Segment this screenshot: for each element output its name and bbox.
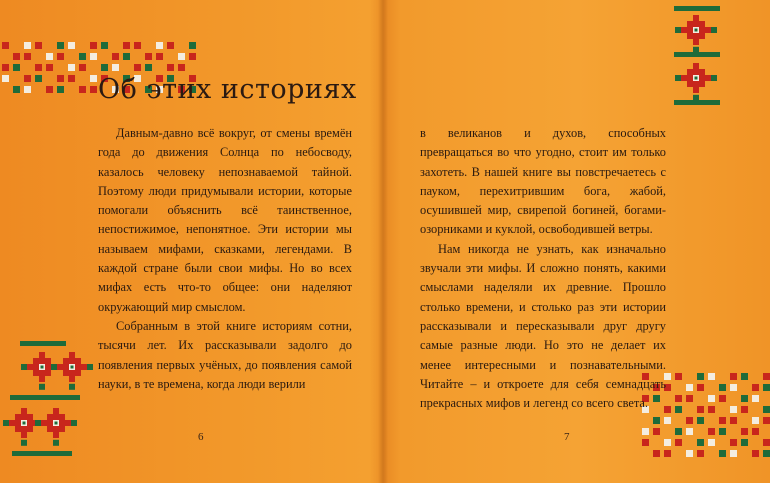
paragraph: в великанов и духов, способных превращаться во что угодно, стоит им только захотеть. В нашей книге вы повстречаетесь с пауком, перехитрившим бога, жабой, осушившей мир, свирепой богиней, богами-озорниками и куклой, освободившей ветры. (420, 126, 666, 237)
left-page (0, 0, 382, 483)
page-number: 6 (198, 431, 204, 443)
page-title: Об этих историях (98, 74, 357, 105)
paragraph: Нам никогда не узнать, как изначально звучали эти мифы. И сложно понять, какими смыслами наделяли их древние. Прошло столько времени, и столько раз эти истории рассказывали и пересказывали друг другу самые разные люди. Но это не делает их менее интересными и познавательными. Читайте – и откроете для себя семнадцать прекрасных мифов и легенд со всего света. (420, 241, 666, 411)
paragraph: Собранным в этой книге историям сотни, тысячи лет. Их рассказывали задолго до появления первых учёных, до появления самой науки, в те времена, когда люди верили (98, 318, 352, 391)
right-page (388, 0, 770, 483)
left-page-text (98, 124, 352, 394)
diamond-ornament-icon (0, 333, 100, 483)
right-page-text (420, 124, 666, 413)
page-number: 7 (564, 431, 570, 443)
paragraph: Давным-давно всё вокруг, от смены времён года до движения Солнца по небосводу, казалось человеку непознаваемой тайной. Поэтому люди придумывали истории, которые помогали объяснить всё таинственное, непостижимое, непонятное. Эти истории мы называем мифами, сказками, легендами. В каждой стране были свои мифы. Но во всех мифах есть что-то общее: они наделяют окружающий мир смыслом. (98, 126, 352, 314)
diamond-ornament-icon (660, 0, 740, 110)
